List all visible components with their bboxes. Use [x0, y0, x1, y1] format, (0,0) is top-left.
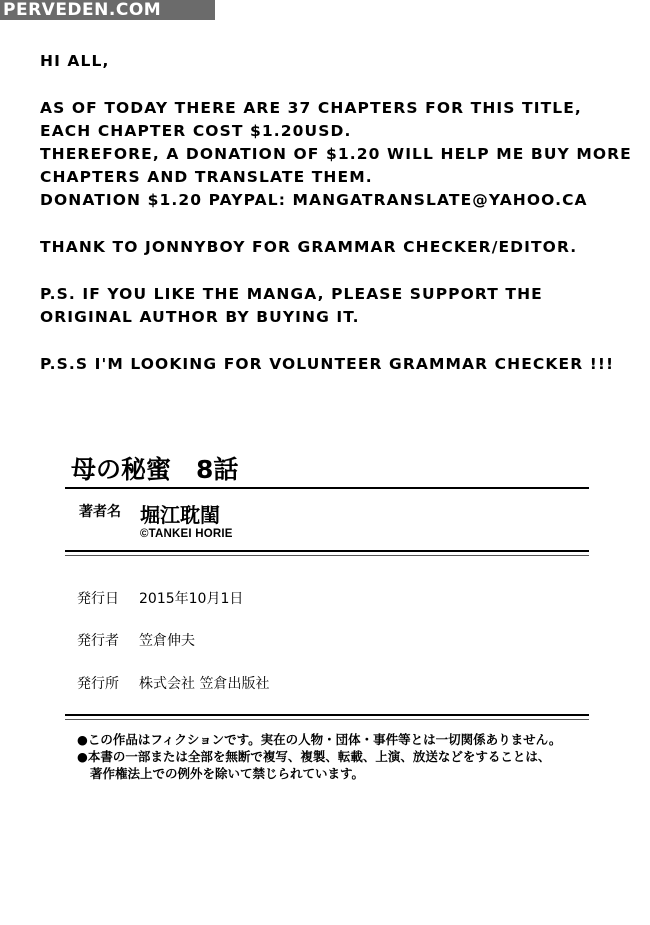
divider: [65, 550, 589, 552]
site-watermark: PERVEDEN.COM: [0, 0, 215, 20]
copyright: ©TANKEI HORIE: [140, 528, 233, 540]
book-title: 母の秘蜜 8話: [71, 455, 239, 484]
publisher-row: [77, 673, 269, 693]
publication-date-row: [77, 588, 243, 608]
publisher-person: 笠倉伸夫: [139, 633, 195, 649]
note-thanks: THANK TO JONNYBOY FOR GRAMMAR CHECKER/EDITOR.: [40, 238, 578, 256]
note-line: CHAPTERS AND TRANSLATE THEM.: [40, 168, 373, 186]
publisher: 株式会社 笠倉出版社: [139, 676, 270, 692]
author-name: 堀江耽閨: [140, 503, 220, 527]
divider: [65, 555, 589, 556]
note-line: DONATION $1.20 PAYPAL: MANGATRANSLATE@YAHOO.CA: [40, 191, 588, 209]
legal-notices: [77, 731, 582, 782]
divider: [65, 719, 589, 720]
note-donation-paragraph: [40, 97, 630, 212]
publisher-person-row: [77, 630, 195, 650]
note-pss: P.S.S I'M LOOKING FOR VOLUNTEER GRAMMAR CHECKER !!!: [40, 355, 615, 373]
notice-line: ●本書の一部または全部を無断で複写、複製、転載、上演、放送などをすることは、: [77, 749, 551, 764]
publisher-person-label: 発行者: [77, 633, 119, 649]
note-greeting: HI ALL,: [40, 52, 110, 70]
publisher-label: 発行所: [77, 676, 119, 692]
notice-line: ●この作品はフィクションです。実在の人物・団体・事件等とは一切関係ありません。: [77, 732, 562, 747]
note-ps: [40, 283, 630, 329]
divider: [65, 487, 589, 489]
publication-date-label: 発行日: [77, 591, 119, 607]
note-line: P.S. IF YOU LIKE THE MANGA, PLEASE SUPPORT THE: [40, 285, 543, 303]
publication-date: 2015年10月1日: [139, 591, 244, 607]
note-line: EACH CHAPTER COST $1.20USD.: [40, 122, 352, 140]
note-line: AS OF TODAY THERE ARE 37 CHAPTERS FOR THIS TITLE,: [40, 99, 582, 117]
author-label: 著者名: [79, 504, 121, 520]
divider: [65, 714, 589, 716]
note-line: ORIGINAL AUTHOR BY BUYING IT.: [40, 308, 360, 326]
notice-line: 著作権法上での例外を除いて禁じられています。: [90, 766, 365, 781]
translator-note: [40, 50, 630, 400]
note-line: THEREFORE, A DONATION OF $1.20 WILL HELP ME BUY MORE: [40, 145, 632, 163]
